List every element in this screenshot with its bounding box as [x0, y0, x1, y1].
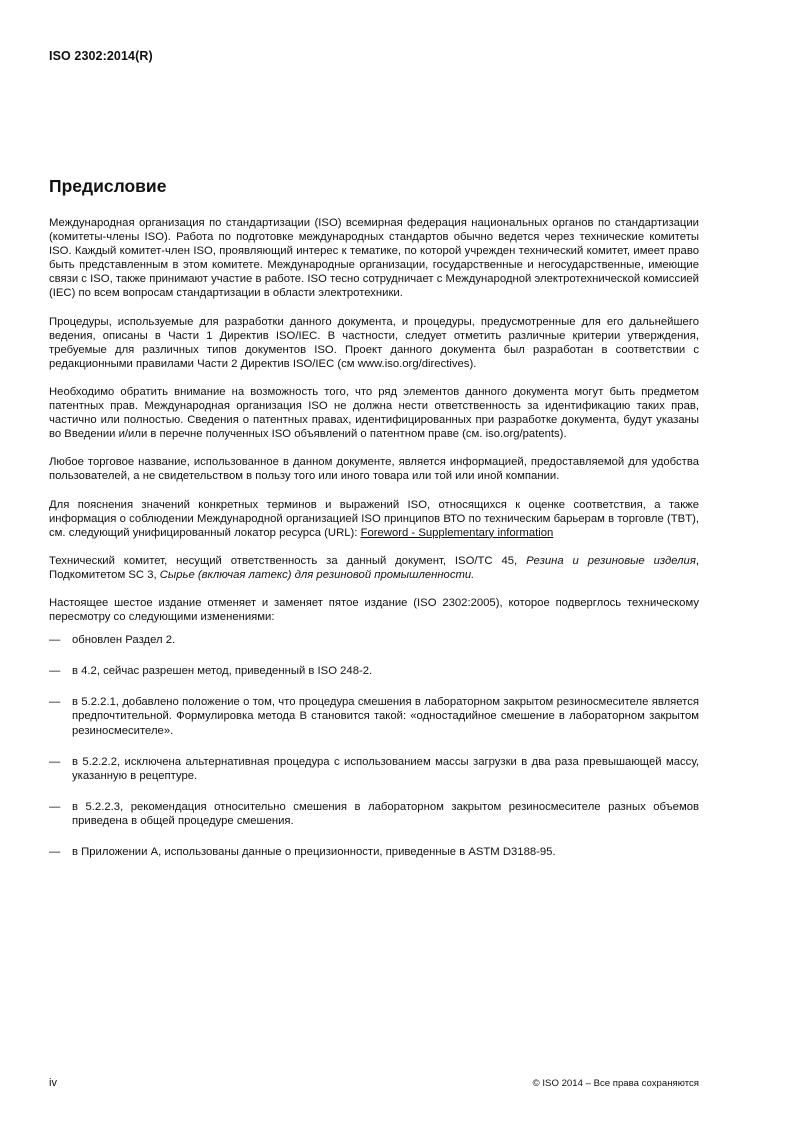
list-dash: —: [49, 846, 61, 858]
foreword-body: [49, 216, 699, 876]
list-item: [49, 633, 699, 647]
list-item-text: в 4.2, сейчас разрешен метод, приведенный в ISO 248-2.: [72, 665, 373, 678]
list-item-text: в 5.2.2.1, добавлено положение о том, что процедура смешения в лабораторном закрытом резиносмесителе является предпочтительной. Формулировка метода В становится такой: «одностадийное смешение в лабораторном закрытом резиносмесителе».: [72, 696, 699, 737]
paragraph-committee: [49, 554, 699, 582]
paragraph-patents: Необходимо обратить внимание на возможность того, что ряд элементов данного документа могут быть предметом патентных прав. Международная организация ISO не должна нести ответственность за идентификацию таких прав, частично или полностью. Сведения о патентных правах, идентифицированных при разработке документа, будут указаны во Введении и/или в перечне полученных ISO объявлений о патентном праве (см. iso.org/patents).: [49, 385, 699, 441]
list-item: [49, 695, 699, 737]
list-dash: —: [49, 755, 61, 768]
paragraph-procedures: Процедуры, используемые для разработки данного документа, и процедуры, предусмотренные для его дальнейшего ведения, описаны в Части 1 Директив ISO/IEC. В частности, следует отметить различные критерии утверждения, требуемые для различных типов документов ISO. Проект данного документа был разработан в соответствии с редакционными правилами Части 2 Директив ISO/IEC (см www.iso.org/directives).: [49, 315, 699, 370]
subcommittee-title: Сырье (включая латекс) для резиновой промышленности.: [159, 568, 475, 581]
changes-list: [49, 633, 699, 859]
committee-title: Резина и резиновые изделия: [526, 554, 696, 567]
list-item-text: в Приложении А, использованы данные о прецизионности, приведенные в ASTM D3188-95.: [72, 846, 556, 858]
list-item-text: обновлен Раздел 2.: [72, 634, 176, 647]
supplementary-info-link[interactable]: Foreword - Supplementary information: [360, 526, 554, 539]
page-number: iv: [49, 1077, 57, 1089]
document-id: ISO 2302:2014(R): [49, 49, 153, 63]
list-item-text: в 5.2.2.2, исключена альтернативная процедура с использованием массы загрузки в два раза превышающей массу, указанную в рецептуре.: [72, 755, 699, 782]
list-item-text: в 5.2.2.3, рекомендация относительно смешения в лабораторном закрытом резиносмесителе разных объемов приведена в общей процедуре смешения.: [72, 800, 699, 827]
copyright-notice: © ISO 2014 – Все права сохраняются: [532, 1078, 699, 1089]
subcommittee-text: , Подкомитетом SC 3,: [49, 554, 699, 581]
committee-text: Технический комитет, несущий ответственность за данный документ, ISO/TC 45,: [49, 554, 527, 567]
list-dash: —: [49, 634, 61, 647]
list-dash: —: [49, 696, 61, 709]
page-footer: [49, 1077, 699, 1089]
list-item: [49, 800, 699, 828]
paragraph-conformity: [49, 498, 699, 540]
conformity-text: Для пояснения значений конкретных терминов и выражений ISO, относящихся к оценке соответствия, а также информация о соблюдении Международной организацией ISO принципов ВТО по техническим барьерам в торговле (TBT), см. следующий унифицированный локатор ресурса (URL):: [49, 498, 699, 539]
paragraph-iso-intro: Международная организация по стандартизации (ISO) всемирная федерация национальных органов по стандартизации (комитеты-члены ISO). Работа по подготовке международных стандартов обычно ведется через технические комитеты ISO. Каждый комитет-член ISO, проявляющий интерес к тематике, по которой учрежден технический комитет, имеет право быть представленным в этом комитете. Международные организации, государственные и негосударственные, имеющие связи с ISO, также принимают участие в работе. ISO тесно сотрудничает с Международной электротехнической комиссией (IEC) по всем вопросам стандартизации в области электротехники.: [49, 217, 699, 300]
page-title: Предисловие: [49, 176, 167, 196]
list-item: [49, 845, 699, 859]
paragraph-edition: Настоящее шестое издание отменяет и заменяет пятое издание (ISO 2302:2005), которое подверглось техническому пересмотру со следующими изменениями:: [49, 596, 699, 624]
list-item: [49, 755, 699, 783]
list-dash: —: [49, 800, 61, 813]
list-item: [49, 664, 699, 678]
paragraph-trade-names: Любое торговое название, использованное в данном документе, является информацией, предоставляемой для удобства пользователей, а не свидетельством в пользу того или иного товара или той или иной компании.: [49, 456, 699, 483]
list-dash: —: [49, 665, 61, 678]
